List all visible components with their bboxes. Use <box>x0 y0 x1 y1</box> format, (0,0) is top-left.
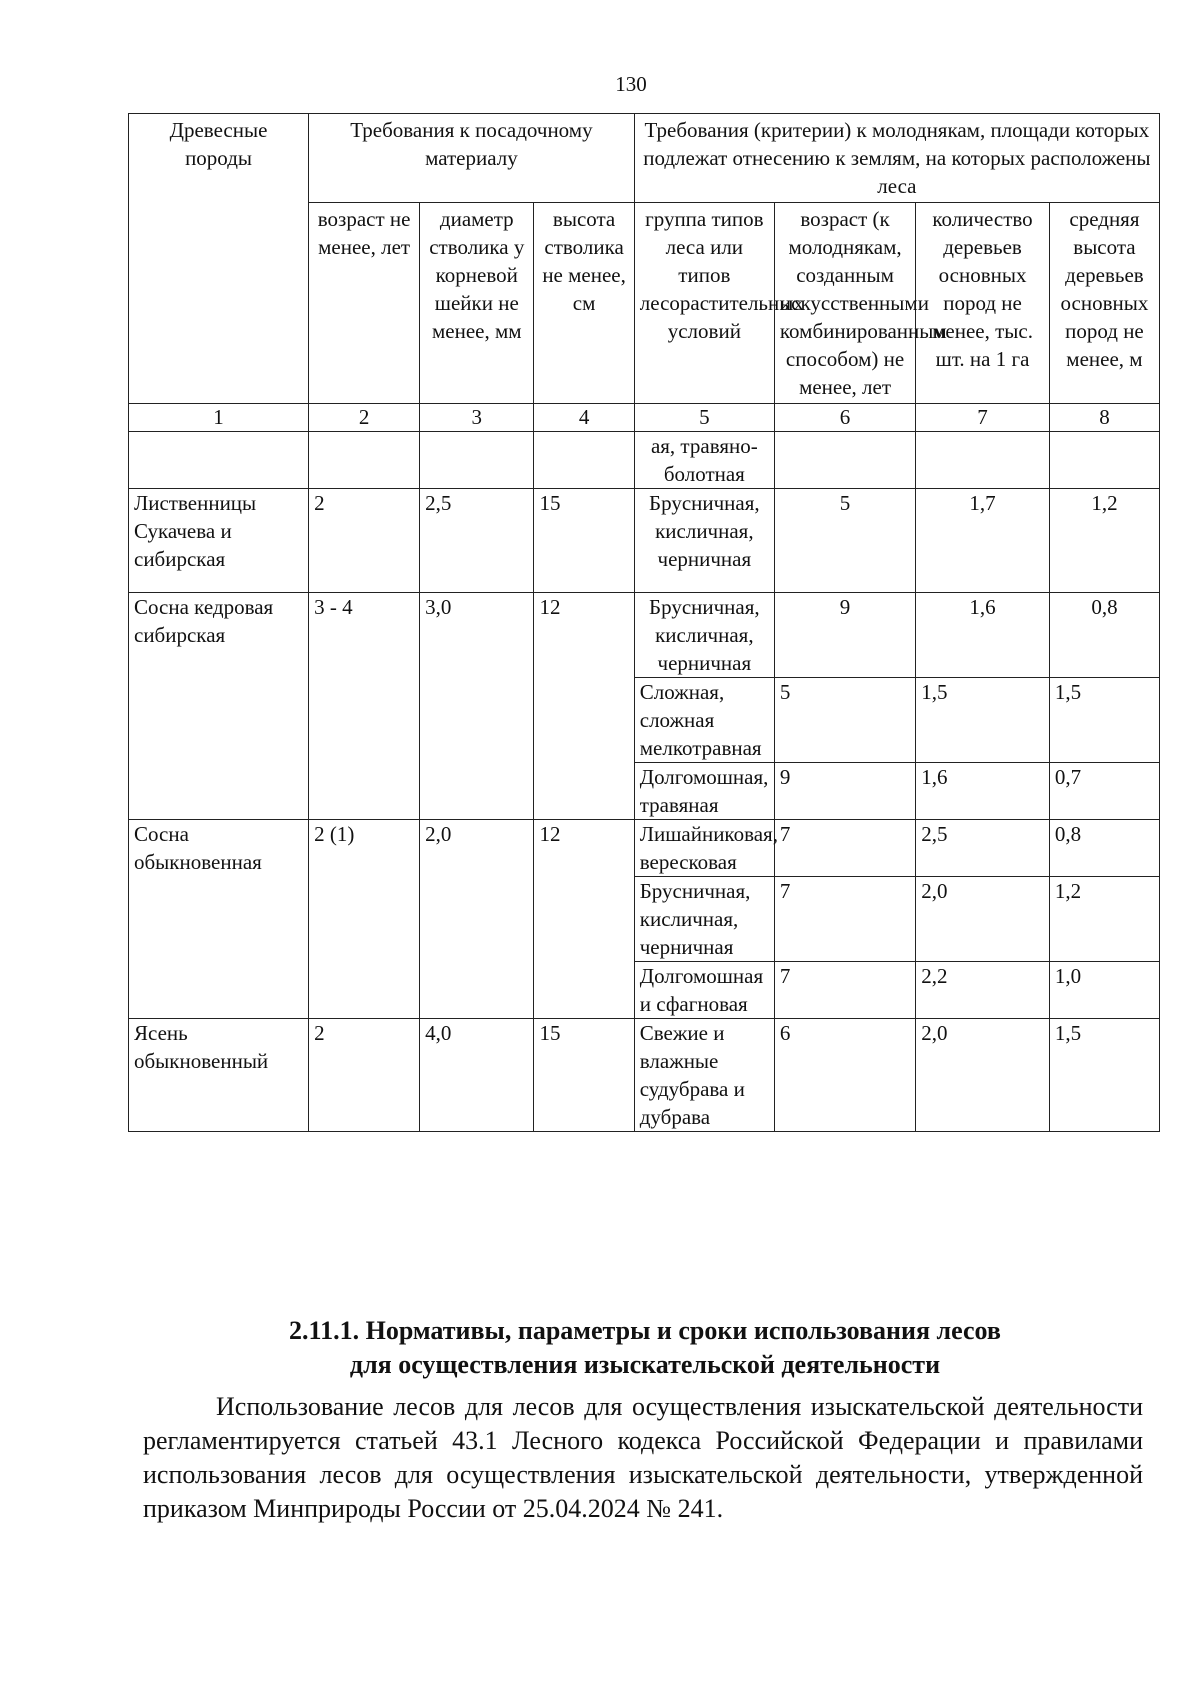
count-cell: 2,0 <box>916 1019 1050 1132</box>
table-row <box>129 593 1160 678</box>
age-cell: 2 <box>309 489 420 593</box>
column-numbers-row <box>129 404 1160 432</box>
table-row <box>129 1019 1160 1132</box>
col-number: 2 <box>309 404 420 432</box>
young-age-cell: 7 <box>774 820 915 877</box>
forest-type-cell: Сложная, сложная мелкотравная <box>634 678 774 763</box>
count-cell: 1,7 <box>916 489 1050 593</box>
header-col3: диаметр стволика у корневой шейки не менее, мм <box>420 203 534 404</box>
avg-height-cell: 1,2 <box>1049 877 1159 962</box>
species-cell: Сосна обыкновенная <box>129 820 309 1019</box>
col-number: 7 <box>916 404 1050 432</box>
count-cell: 2,2 <box>916 962 1050 1019</box>
forest-type-cell: Лишайниковая, вересковая <box>634 820 774 877</box>
section-heading-line-1: 2.11.1. Нормативы, параметры и сроки использования лесов <box>289 1316 1001 1345</box>
header-col4: высота стволика не менее, см <box>534 203 634 404</box>
age-cell: 2 (1) <box>309 820 420 1019</box>
height-cell: 12 <box>534 820 634 1019</box>
age-cell: 3 - 4 <box>309 593 420 820</box>
avg-height-cell: 0,7 <box>1049 763 1159 820</box>
header-planting-material: Требования к посадочному материалу <box>309 114 635 203</box>
diameter-cell: 2,0 <box>420 820 534 1019</box>
avg-height-cell: 1,5 <box>1049 1019 1159 1132</box>
young-age-cell: 7 <box>774 962 915 1019</box>
species-cell: Ясень обыкновенный <box>129 1019 309 1132</box>
count-cell: 1,6 <box>916 763 1050 820</box>
young-age-cell: 9 <box>774 593 915 678</box>
count-cell: 1,5 <box>916 678 1050 763</box>
header-col5: группа типов леса или типов лесорастительных условий <box>634 203 774 404</box>
header-species: Древесные породы <box>129 114 309 404</box>
col-number: 3 <box>420 404 534 432</box>
avg-height-cell: 1,0 <box>1049 962 1159 1019</box>
col-number: 6 <box>774 404 915 432</box>
page-number: 130 <box>615 72 647 96</box>
forest-type-cell: Брусничная, кисличная, черничная <box>634 877 774 962</box>
height-cell: 15 <box>534 1019 634 1132</box>
section-heading-line-2: для осуществления изыскательской деятельности <box>349 1350 941 1379</box>
col-number: 8 <box>1049 404 1159 432</box>
table-row <box>129 820 1160 877</box>
col-number: 1 <box>129 404 309 432</box>
young-age-cell: 5 <box>774 678 915 763</box>
count-cell: 1,6 <box>916 593 1050 678</box>
count-cell: 2,0 <box>916 877 1050 962</box>
col-number: 5 <box>634 404 774 432</box>
diameter-cell: 4,0 <box>420 1019 534 1132</box>
forest-type-cell: Долгомошная, травяная <box>634 763 774 820</box>
species-cell: Лиственницы Сукачева и сибирская <box>129 489 309 593</box>
forest-type-cell: Свежие и влажные судубрава и дубрава <box>634 1019 774 1132</box>
forest-type-cell: Долгомошная и сфагновая <box>634 962 774 1019</box>
diameter-cell: 3,0 <box>420 593 534 820</box>
avg-height-cell: 0,8 <box>1049 593 1159 678</box>
forest-requirements-table <box>128 113 1160 1132</box>
avg-height-cell: 1,5 <box>1049 678 1159 763</box>
species-cell: Сосна кедровая сибирская <box>129 593 309 820</box>
header-young-stand-criteria: Требования (критерии) к молоднякам, площади которых подлежат отнесению к землям, на которых расположены леса <box>634 114 1159 203</box>
height-cell: 15 <box>534 489 634 593</box>
young-age-cell: 7 <box>774 877 915 962</box>
body-paragraph: Использование лесов для лесов для осуществления изыскательской деятельности регламентируется статьей 43.1 Лесного кодекса Российской Федерации и правилами использования лесов для осуществления изыскательской деятельности, утвержденной приказом Минприроды России от 25.04.2024 № 241. <box>143 1392 1143 1523</box>
table-row <box>129 432 1160 489</box>
height-cell: 12 <box>534 593 634 820</box>
header-col7: количество деревьев основных пород не менее, тыс. шт. на 1 га <box>916 203 1050 404</box>
header-col8: средняя высота деревьев основных пород не менее, м <box>1049 203 1159 404</box>
forest-type-cell: Брусничная, кисличная, черничная <box>634 593 774 678</box>
header-row-1 <box>129 114 1160 203</box>
avg-height-cell: 1,2 <box>1049 489 1159 593</box>
young-age-cell: 6 <box>774 1019 915 1132</box>
forest-type-cell: Брусничная, кисличная, черничная <box>634 489 774 593</box>
age-cell: 2 <box>309 1019 420 1132</box>
header-col6: возраст (к молоднякам, созданным искусственными комбинированным способом) не менее, лет <box>774 203 915 404</box>
diameter-cell: 2,5 <box>420 489 534 593</box>
section-heading <box>0 1314 1200 1382</box>
count-cell: 2,5 <box>916 820 1050 877</box>
col-number: 4 <box>534 404 634 432</box>
young-age-cell: 5 <box>774 489 915 593</box>
forest-type-cell: ая, травяно-болотная <box>634 432 774 489</box>
young-age-cell: 9 <box>774 763 915 820</box>
header-col2: возраст не менее, лет <box>309 203 420 404</box>
table-row <box>129 489 1160 593</box>
avg-height-cell: 0,8 <box>1049 820 1159 877</box>
